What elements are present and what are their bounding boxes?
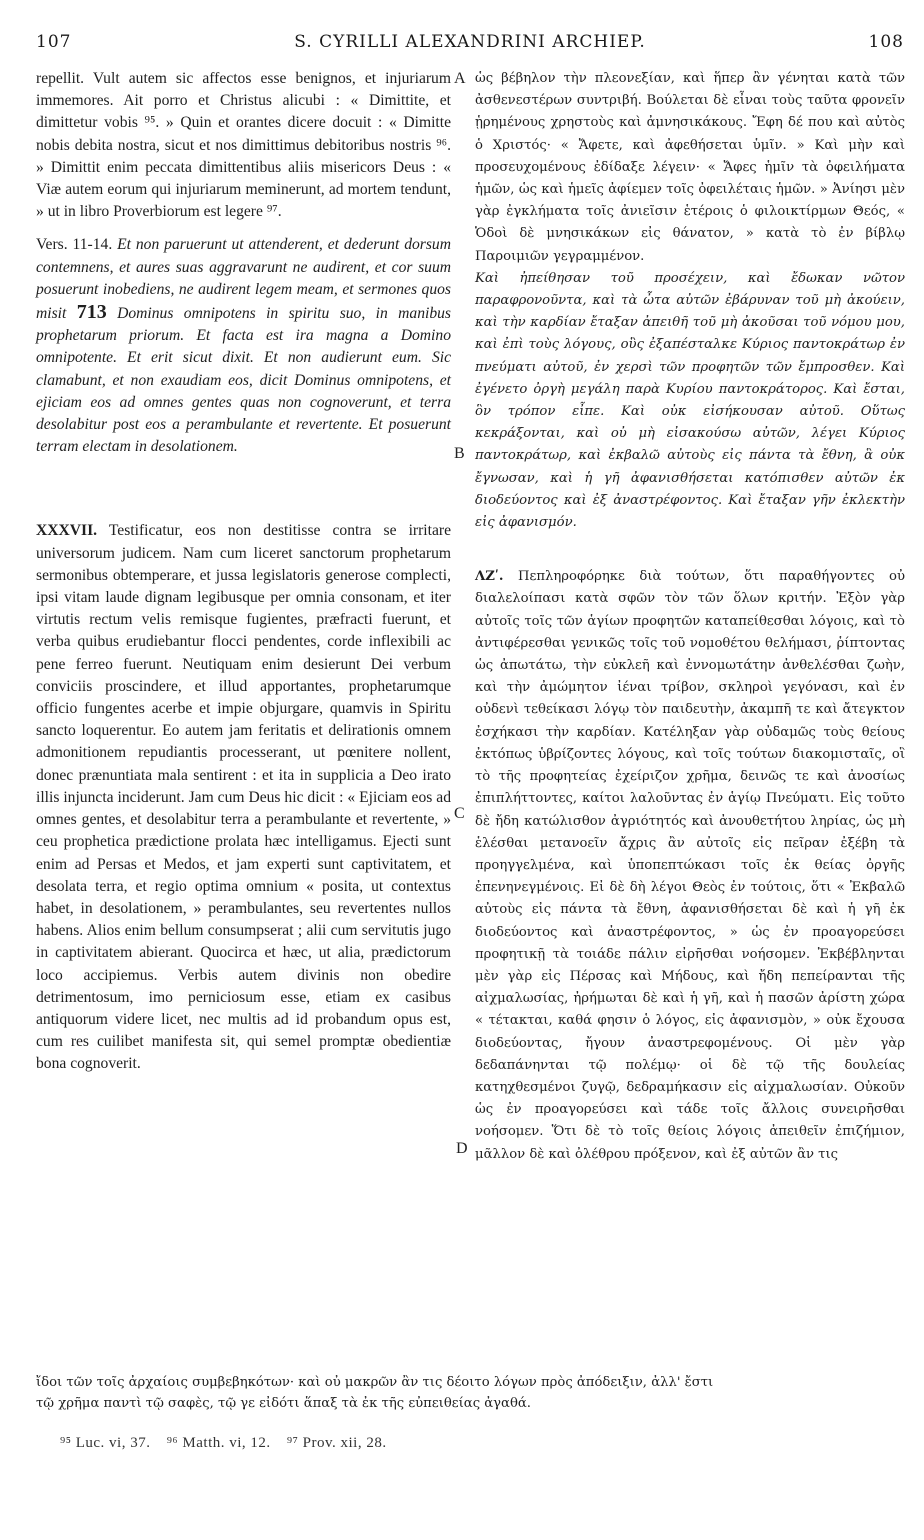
greek-column <box>475 68 905 1166</box>
latin-verse-paragraph <box>36 234 451 458</box>
greek-chapter-paragraph <box>475 566 905 1165</box>
column-number: 713 <box>76 301 107 324</box>
verse-text-b: Dominus omnipotens in spiritu suo, in manibus prophetarum priorum. Et facta est ira magna a Domino omnipotente. Et erit sicut dixit. Et non audierunt eum. Sic clamabunt, et non exaudiam eos, dicit Dominus omnipotens, et ejiciam eos ad omnes gentes quas non cognoverunt, et terra desolabitur post eos a perambulante et revertente. Et posuerunt terram electam in desolationem. <box>36 305 451 456</box>
margin-letter-a: A <box>454 70 466 87</box>
margin-letter-d: D <box>456 1140 468 1157</box>
chapter-text: Testificatur, eos non destitisse contra se irritare universorum judicem. Nam cum liceret sanctorum prophetarum sermonibus obtemperare, et jussa legislatoris generose complecti, ipsi vitam laude dignam legibusque per omnia consonam, et iter virtutis rectum velis remisque fugientes, præfracti fuerunt, et verba quibus erudiebantur flocci pendentes, corde inflexibili ac pene ferreo fuerunt. Neutiquam enim desierunt Dei verbum conviciis proscindere, et illud apportantes, prophetarumque officio fungentes acerbe et impie objurgare, quamvis in Spiritu sancto loquerentur. Eo autem jam feritatis et delirationis omnem admonitionem repudiantis processerant, ut pœnitere nollent, donec prænuntiata mala sentirent : et ita in supplicia a Deo irato illis injuncta inciderunt. Jam cum Deus hic dicit : « Ejiciam eos ad omnes gentes, et desolabitur terra a perambulante et revertente, » ceu prophetica prædictione prolata hæc intelligamus. Ejecti sunt enim ad Persas et Medos, et jam experti sunt captivitatem, et desolata terra, et regio optima omnium « posita, ut contextus habet, in desolationem, » perambulantes, seu revertentes nullos habens. Alios enim bellum consumpserat ; alii cum servitutis jugo in captivitatem abierant. Quocirca et hæc, ut alia, prædictorum loco accipiemus. Verbis autem divinis non obedire detrimentosum, imo perniciosum esse, etiam ex casibus antiquorum videre licet, nec multis ad id probandum opus est, cum res cuilibet manifesta sit, qui semel promptæ obedientiæ bona cognoverit. <box>36 522 451 1073</box>
footnote-95: ⁹⁵ Luc. vi, 37. <box>60 1435 151 1451</box>
page-header <box>36 32 904 54</box>
chapter-label: XXXVII. <box>36 522 98 540</box>
latin-paragraph-1: repellit. Vult autem sic affectos esse benignos, et injuriarum immemores. Ait porro et Christus alicubi : « Dimittite, et dimittetur vobis ⁹⁵. » Quin et orantes dicere docuit : « Dimitte nobis debita nostra, sicut et nos dimittimus debitoribus nostris ⁹⁶. » Dimittit enim peccata dimittentibus aliis misericors Deus : « Viæ autem eorum qui injuriarum meminerunt, ad mortem tendunt, » ut in libro Proverbiorum est legere ⁹⁷. <box>36 70 451 221</box>
greek-verse-paragraph: Καὶ ἠπείθησαν τοῦ προσέχειν, καὶ ἔδωκαν νῶτον παραφρονοῦντα, καὶ τὰ ὦτα αὐτῶν ἐβάρυναν τοῦ μὴ ἀκούειν, καὶ τὴν καρδίαν ἔταξαν ἀπειθῆ τοῦ μὴ ἀκοῦσαι τοῦ νόμου μου, καὶ ἐπὶ τοὺς λόγους, οὓς ἐξαπέσταλκε Κύριος παντοκράτωρ ἐν πνεύματι αὐτοῦ, ἐν χερσὶ τῶν προφητῶν τῶν ἔμπροσθεν. Καὶ ἐγένετο ὀργὴ μεγάλη παρὰ Κυρίου παντοκράτορος. Καὶ ἔσται, ὃν τρόπον εἶπε. Καὶ οὐκ εἰσήκουσαν αὐτοῦ. Οὕτως κεκράξονται, καὶ οὐ μὴ εἰσακούσω αὐτῶν, λέγει Κύριος παντοκράτωρ, καὶ ἐκβαλῶ αὐτοὺς εἰς πάντα τὰ ἔθνη, ἃ οὐκ ἔγνωσαν, καὶ ἡ γῆ ἀφανισθήσεται κατόπισθεν αὐτῶν ἐκ διοδεύοντος καὶ ἐξ ἀναστρέφοντος. Καὶ ἔταξαν γῆν ἐκλεκτὴν εἰς ἀφανισμόν. <box>475 270 905 531</box>
margin-letter-c: C <box>454 805 465 822</box>
greek-chapter-label: ΛΖʹ. <box>475 569 504 585</box>
margin-letter-b: B <box>454 445 465 462</box>
bottom-greek-run <box>36 1372 906 1414</box>
latin-chapter-paragraph <box>36 520 451 1075</box>
greek-chapter-text: Πεπληροφόρηκε διὰ τούτων, ὅτι παραθήγοντες οὐ διαλελοίπασι κατὰ σφῶν τὸν τῶν ὅλων κριτήν. Ἐξὸν γὰρ αὐτοῖς τοῖς τῶν ἁγίων προφητῶν καταπείθεσθαι λόγοις, καὶ τὸ ἀντιφέρεσθαι γενικῶς τοῖς τοῦ νομοθέτου θελήμασι, ῥίπτοντας ὡς ἀπωτάτω, τὴν εὐκλεῆ καὶ ἐννομωτάτην ἀνθελέσθαι ζωὴν, καὶ τὴν ἀμώμητον ἰέναι τρίβον, σκληροὶ γεγόνασι, καὶ ἐν οὐδενὶ τεθείκασι λόγῳ τὸν παιδευτὴν, ἀκαμπῆ τε καὶ ἄτεγκτον ἐσχήκασι τὴν καρδίαν. Κατέληξαν γὰρ οὐδαμῶς τοὺς θείους ἐκτόπως ὑβρίζοντες λόγους, καὶ τοῖς τούτων διακομισταῖς, οἳ τὸ τῆς προφητείας ἐχείριζον χρῆμα, δεινῶς τε καὶ ἀνοσίως ἐπιπλήττοντες, καίτοι λαλοῦντας ἐν ἁγίῳ Πνεύματι. Εἰς τοῦτο δὲ ἤδη κατώλισθον ἀγριότητός καὶ ἀνουθετήτου ληρίας, ὡς μὴ ἑλέσθαι μετανοεῖν ἄχρις ἂν αὐτοῖς εἰς πεῖραν ἐξέβη τὰ προηγγελμένα, καὶ ὑποπεπτώκασι τοῖς ἐκ θείας ὀργῆς ἐπενηνεγμένοις. Εἰ δὲ δὴ λέγοι Θεὸς ἐν τούτοις, ὅτι « Ἐκβαλῶ αὐτοὺς εἰς πάντα τὰ ἔθνη, ἀφανισθήσεται δὲ καὶ ἡ γῆ ἐκ διοδεύοντος καὶ ἀναστρέφοντος, » ὡς ἐν προαγορεύσει προφητικῇ τὰ τοιάδε πάλιν εἰρῆσθαι νοήσομεν. Ἐκβέβληνται μὲν γὰρ εἰς Πέρσας καὶ Μήδους, καὶ ἤδη πεπείρανται τῆς αἰχμαλωσίας, ἠρήμωται δὲ καὶ ἡ γῆ, καὶ ἡ πασῶν ἀρίστη χώρα « τέτακται, καθά φησιν ὁ λόγος, εἰς ἀφανισμὸν, » οὐκ ἔχουσα διοδεύοντας, ἤγουν ἀναστρεφομένους. Οἱ μὲν γὰρ δεδαπάνηνται τῷ πολέμῳ· οἱ δὲ τῷ τῆς δουλείας κατηχθεσμένοι ζυγῷ, δεδραμήκασιν εἰς αἰχμαλωσίαν. Οὐκοῦν ὡς ἐν προαγορεύσει καὶ τάδε τοῖς ἄλλοις συνειρῆσθαι νοήσομεν. Ὅτι δὲ τὸ τοῖς θείοις λόγοις ἀπειθεῖν ἐπιζήμιον, μᾶλλον δὲ καὶ ὀλέθρου πρόξενον, καὶ ἐξ αὐτῶν ἂν τις <box>475 569 905 1162</box>
greek-paragraph-1: ὡς βέβηλον τὴν πλεονεξίαν, καὶ ἥπερ ἂν γένηται κατὰ τῶν ἀσθενεστέρων συντριβή. Βούλεται δὲ εἶναι τοὺς ταῦτα φρονεῖν ᾑρημένους χρηστοὺς καὶ ἀμνησικάκους. Ἔφη δέ που καὶ αὐτὸς ὁ Χριστός· « Ἄφετε, καὶ ἀφεθήσεται ὑμῖν. » Καὶ μὴν καὶ προσευχομένους ἐδίδαξε λέγειν· « Ἄφες ἡμῖν τὰ ὀφειλήματα ἡμῶν, ὡς καὶ ἡμεῖς ἀφίεμεν τοῖς ὀφειλέταις ἡμῶν. » Ἀνίησι μὲν γὰρ ἐγκλήματα τοῖς ἀνιεῖσιν ἑτέροις ὁ φιλοικτίρμων Θεός, « Ὁδοὶ δὲ μνησικάκων εἰς θάνατον, » κατὰ τὸ ἐν βίβλῳ Παροιμιῶν γεγραμμένον. <box>475 71 905 264</box>
latin-column <box>36 68 451 1076</box>
footnotes <box>60 1435 399 1452</box>
verse-label: Vers. 11-14. <box>36 236 113 254</box>
page-number-left: 107 <box>36 32 72 52</box>
footnote-96: ⁹⁶ Matth. vi, 12. <box>166 1435 271 1451</box>
page-number-right: 108 <box>868 32 904 52</box>
verse-text-a: Et non paruerunt ut attenderent, et dederunt dorsum contemnens, et aures suas aggravarunt ne audirent, et cor suum posuerunt inobediens, ne audirent legem meam, et sermones quos misit <box>36 236 451 323</box>
footnote-97: ⁹⁷ Prov. xii, 28. <box>286 1435 387 1451</box>
bottom-line-2: τῷ χρῆμα παντὶ τῷ σαφὲς, τῷ γε εἰδότι ἅπαξ τὰ ἐκ τῆς εὐπειθείας ἀγαθά. <box>36 1396 532 1411</box>
running-title: S. CYRILLI ALEXANDRINI ARCHIEP. <box>294 32 646 52</box>
bottom-line-1: ἴδοι τῶν τοῖς ἀρχαίοις συμβεβηκότων· καὶ οὐ μακρῶν ἂν τις δέοιτο λόγων πρὸς ἀπόδειξιν, ἀλλ' ἔστι <box>36 1375 714 1390</box>
